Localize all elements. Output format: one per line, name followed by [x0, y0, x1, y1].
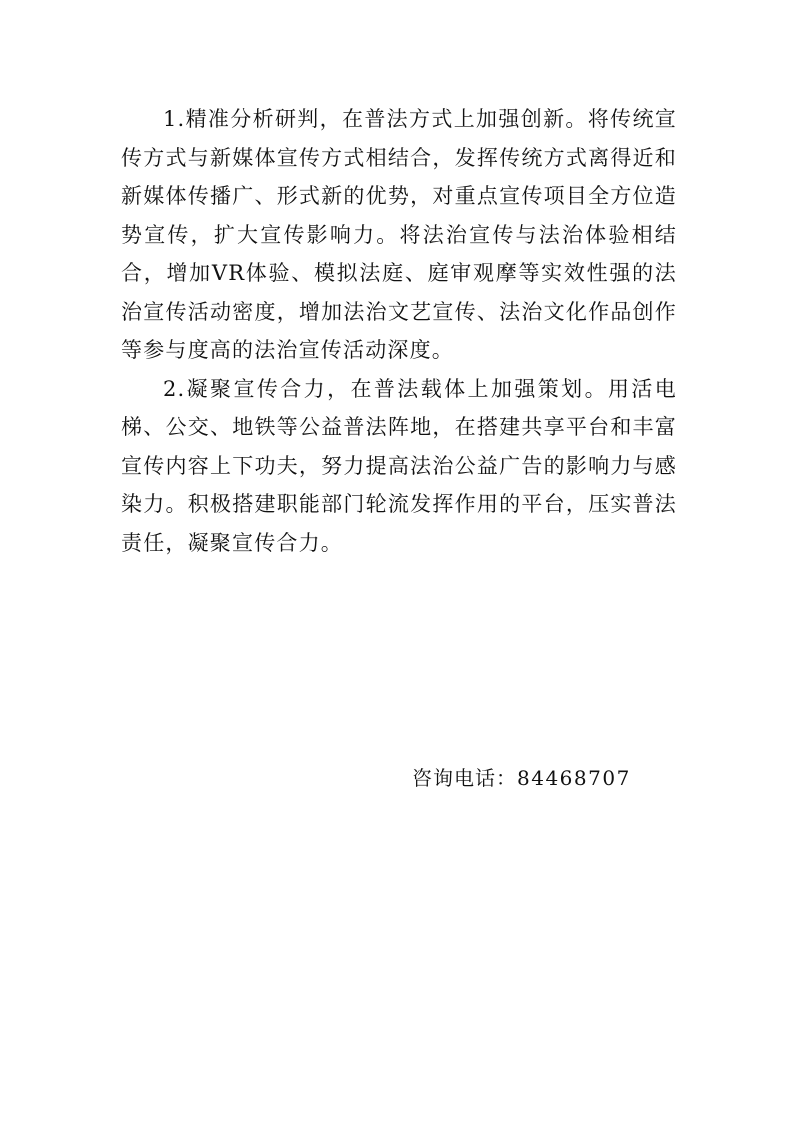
contact-line — [412, 762, 631, 794]
paragraph-synergy: 2.凝聚宣传合力，在普法载体上加强策划。用活电梯、公交、地铁等公益普法阵地，在搭建共享平台和丰富宣传内容上下功夫，努力提高法治公益广告的影响力与感染力。积极搭建职能部门轮流发挥作用的平台，压实普法责任，凝聚宣传合力。 — [121, 376, 677, 555]
contact-label: 咨询电话： — [412, 766, 517, 790]
document-body — [121, 100, 677, 562]
paragraph-innovation: 1.精准分析研判，在普法方式上加强创新。将传统宣传方式与新媒体宣传方式相结合，发挥传统方式离得近和新媒体传播广、形式新的优势，对重点宣传项目全方位造势宣传，扩大宣传影响力。将法治宣传与法治体验相结合，增加VR体验、模拟法庭、庭审观摩等实效性强的法治宣传活动密度，增加法治文艺宣传、法治文化作品创作等参与度高的法治宣传活动深度。 — [121, 107, 677, 362]
contact-phone: 84468707 — [517, 766, 631, 790]
